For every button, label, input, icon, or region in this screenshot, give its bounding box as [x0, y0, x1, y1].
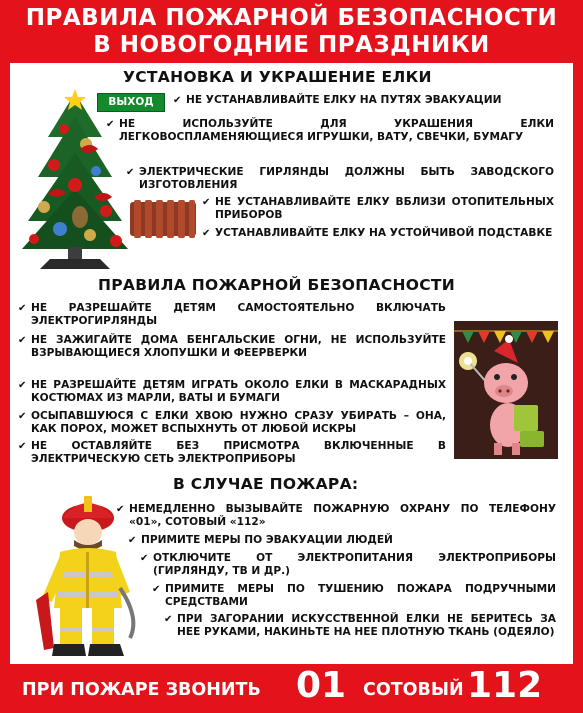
- tree-rule-1: ✔ НЕ УСТАНАВЛИВАЙТЕ ЕЛКУ НА ПУТЯХ ЭВАКУАЦИИ: [173, 94, 502, 106]
- checkmark-icon: ✔: [152, 584, 161, 595]
- fire-step-2: ✔ ПРИМИТЕ МЕРЫ ПО ЭВАКУАЦИИ ЛЮДЕЙ: [128, 534, 393, 546]
- checkmark-icon: ✔: [18, 380, 27, 391]
- tree-rule-4: ✔ НЕ УСТАНАВЛИВАЙТЕ ЕЛКУ ВБЛИЗИ ОТОПИТЕЛЬНЫХ ПРИБОРОВ: [202, 196, 554, 221]
- poster-title-line1: ПРАВИЛА ПОЖАРНОЙ БЕЗОПАСНОСТИ: [25, 5, 558, 31]
- checkmark-icon: ✔: [202, 228, 211, 239]
- fire-step-5: ✔ ПРИ ЗАГОРАНИИ ИСКУССТВЕННОЙ ЕЛКИ НЕ БЕРИТЕСЬ ЗА НЕЕ РУКАМИ, НАКИНЬТЕ НА НЕЕ ПЛОТНУЮ ТКАНЬ (ОДЕЯЛО): [164, 613, 556, 638]
- checkmark-icon: ✔: [128, 535, 137, 546]
- checkmark-icon: ✔: [202, 197, 211, 208]
- safety-rule-1: ✔ НЕ РАЗРЕШАЙТЕ ДЕТЯМ САМОСТОЯТЕЛЬНО ВКЛЮЧАТЬ ЭЛЕКТРОГИРЛЯНДЫ: [18, 302, 446, 327]
- safety-rule-5: ✔ НЕ ОСТАВЛЯЙТЕ БЕЗ ПРИСМОТРА ВКЛЮЧЕННЫЕ В ЭЛЕКТРИЧЕСКУЮ СЕТЬ ЭЛЕКТРОПРИБОРЫ: [18, 440, 446, 465]
- checkmark-icon: ✔: [18, 303, 27, 314]
- checkmark-icon: ✔: [140, 553, 149, 564]
- tree-rule-5: ✔ УСТАНАВЛИВАЙТЕ ЕЛКУ НА УСТОЙЧИВОЙ ПОДСТАВКЕ: [202, 227, 553, 239]
- section-title-tree: УСТАНОВКА И УКРАШЕНИЕ ЕЛКИ: [123, 68, 432, 86]
- checkmark-icon: ✔: [18, 335, 27, 346]
- checkmark-icon: ✔: [173, 95, 182, 106]
- safety-rule-4: ✔ ОСЫПАВШУЮСЯ С ЕЛКИ ХВОЮ НУЖНО СРАЗУ УБИРАТЬ – ОНА, КАК ПОРОХ, МОЖЕТ ВСПЫХНУТЬ ОТ ЛЮБОЙ ИСКРЫ: [18, 410, 446, 435]
- content-panel: [10, 63, 573, 664]
- fire-step-4: ✔ ПРИМИТЕ МЕРЫ ПО ТУШЕНИЮ ПОЖАРА ПОДРУЧНЫМИ СРЕДСТВАМИ: [152, 583, 556, 608]
- section-title-safety: ПРАВИЛА ПОЖАРНОЙ БЕЗОПАСНОСТИ: [98, 276, 456, 294]
- tree-rule-3: ✔ ЭЛЕКТРИЧЕСКИЕ ГИРЛЯНДЫ ДОЛЖНЫ БЫТЬ ЗАВОДСКОГО ИЗГОТОВЛЕНИЯ: [126, 166, 554, 191]
- fire-step-1: ✔ НЕМЕДЛЕННО ВЫЗЫВАЙТЕ ПОЖАРНУЮ ОХРАНУ ПО ТЕЛЕФОНУ «01», СОТОВЫЙ «112»: [116, 503, 556, 528]
- mobile-label: СОТОВЫЙ: [363, 680, 464, 700]
- checkmark-icon: ✔: [18, 411, 27, 422]
- checkmark-icon: ✔: [126, 167, 135, 178]
- safety-rule-3: ✔ НЕ РАЗРЕШАЙТЕ ДЕТЯМ ИГРАТЬ ОКОЛО ЕЛКИ В МАСКАРАДНЫХ КОСТЮМАХ ИЗ МАРЛИ, ВАТЫ И БУМАГИ: [18, 379, 446, 404]
- checkmark-icon: ✔: [164, 614, 173, 625]
- fire-step-3: ✔ ОТКЛЮЧИТЕ ОТ ЭЛЕКТРОПИТАНИЯ ЭЛЕКТРОПРИБОРЫ (ГИРЛЯНДУ, ТВ И ДР.): [140, 552, 556, 577]
- section-title-fire: В СЛУЧАЕ ПОЖАРА:: [173, 475, 359, 493]
- christmas-tree-illustration: [20, 89, 130, 275]
- mobile-number: 112: [467, 665, 543, 706]
- poster-title-line2: В НОВОГОДНИЕ ПРАЗДНИКИ: [93, 32, 490, 58]
- emergency-footer: [0, 665, 583, 710]
- checkmark-icon: ✔: [116, 504, 125, 515]
- pig-with-sparkler-illustration: [454, 321, 558, 459]
- checkmark-icon: ✔: [18, 441, 27, 452]
- tree-rule-2: ✔ НЕ ИСПОЛЬЗУЙТЕ ДЛЯ УКРАШЕНИЯ ЕЛКИ ЛЕГКОВОСПЛАМЕНЯЮЩИЕСЯ ИГРУШКИ, ВАТУ, СВЕЧКИ, БУМАГУ: [106, 118, 554, 143]
- radiator-illustration: [128, 198, 198, 240]
- exit-sign: ВЫХОД: [97, 93, 165, 112]
- call-label: ПРИ ПОЖАРЕ ЗВОНИТЬ: [22, 680, 261, 700]
- safety-rule-2: ✔ НЕ ЗАЖИГАЙТЕ ДОМА БЕНГАЛЬСКИЕ ОГНИ, НЕ ИСПОЛЬЗУЙТЕ ВЗРЫВАЮЩИЕСЯ ХЛОПУШКИ И ФЕЕРВЕРКИ: [18, 334, 446, 359]
- landline-number: 01: [296, 665, 347, 706]
- checkmark-icon: ✔: [106, 119, 115, 130]
